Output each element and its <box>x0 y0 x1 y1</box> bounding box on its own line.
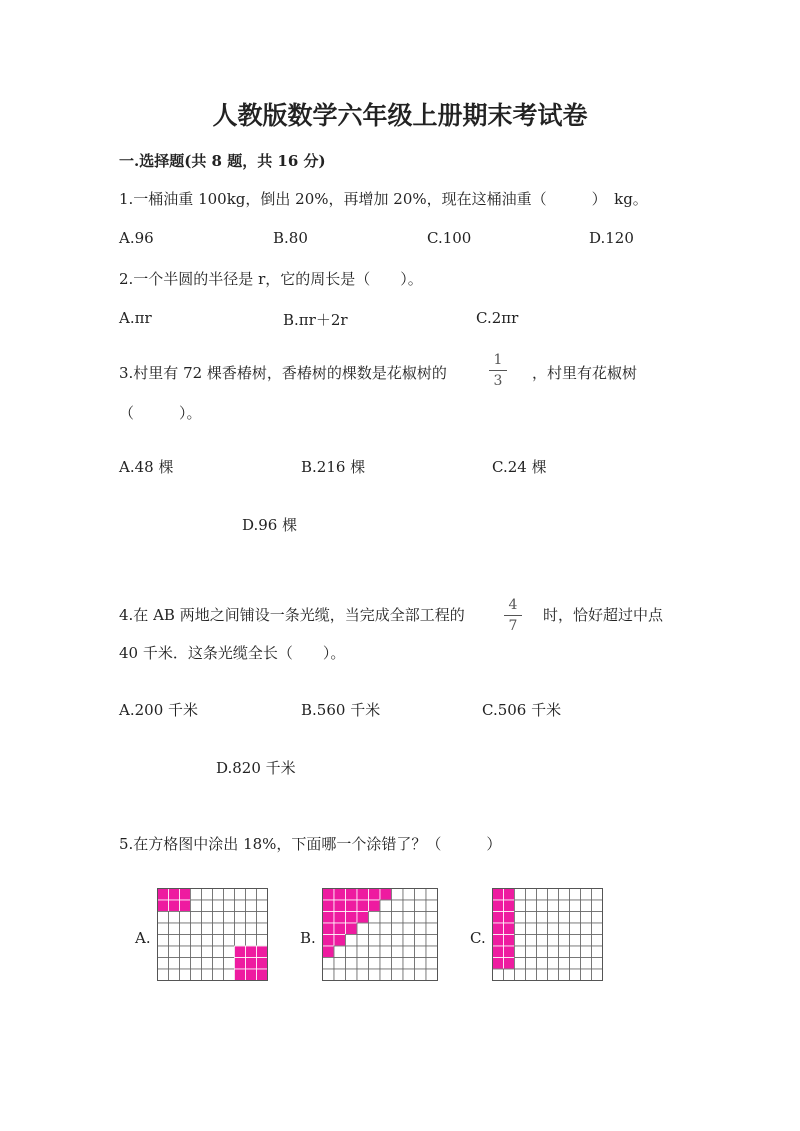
grid-cell <box>515 900 526 912</box>
grid-cell <box>592 969 603 981</box>
grid-label-c: C. <box>470 929 486 947</box>
grid-cell-filled <box>257 946 268 958</box>
grid-cell-filled <box>493 935 504 947</box>
grid-cell-filled <box>334 912 346 924</box>
grid-cell <box>559 958 570 970</box>
grid-cell <box>180 946 191 958</box>
grid-cell <box>537 900 548 912</box>
grid-cell <box>380 969 392 981</box>
grid-cell <box>346 935 358 947</box>
grid-cell <box>380 923 392 935</box>
grid-cell-filled <box>246 958 257 970</box>
grid-cell <box>548 958 559 970</box>
grid-cell <box>369 912 381 924</box>
grid-cell <box>213 900 224 912</box>
grid-cell <box>515 889 526 901</box>
q3-option-a[interactable]: A.48 棵 <box>119 458 174 476</box>
grid-cell <box>158 969 169 981</box>
grid-cell <box>392 946 404 958</box>
grid-cell <box>526 912 537 924</box>
grid-cell <box>257 889 268 901</box>
grid-cell <box>581 923 592 935</box>
grid-cell <box>334 958 346 970</box>
section-heading: 一.选择题(共 8 题，共 16 分) <box>119 152 326 170</box>
grid-cell <box>548 923 559 935</box>
grid-cell <box>158 958 169 970</box>
question-3-text-after: ，村里有花椒树 <box>532 364 638 382</box>
grid-cell <box>235 889 246 901</box>
grid-cell <box>403 935 415 947</box>
q4-option-d[interactable]: D.820 千米 <box>216 759 296 777</box>
grid-cell <box>224 912 235 924</box>
question-2: 2.一个半圆的半径是 r，它的周长是（ ）。 <box>119 270 423 288</box>
fraction-bar <box>504 615 522 616</box>
grid-cell-filled <box>257 969 268 981</box>
grid-cell <box>369 935 381 947</box>
grid-cell <box>415 912 427 924</box>
grid-cell <box>537 889 548 901</box>
grid-cell <box>581 935 592 947</box>
grid-cell <box>180 923 191 935</box>
page-title: 人教版数学六年级上册期末考试卷 <box>212 101 588 130</box>
grid-cell <box>570 935 581 947</box>
grid-cell <box>415 946 427 958</box>
q4-fraction-numerator: 4 <box>508 597 518 613</box>
grid-cell-filled <box>323 912 335 924</box>
grid-cell <box>392 969 404 981</box>
grid-cell <box>158 912 169 924</box>
grid-cell <box>380 958 392 970</box>
grid-cell <box>191 912 202 924</box>
question-5: 5.在方格图中涂出 18%，下面哪一个涂错了？（ ） <box>119 835 502 853</box>
grid-cell <box>570 889 581 901</box>
grid-cell <box>426 923 438 935</box>
grid-cell <box>169 912 180 924</box>
grid-cell <box>346 958 358 970</box>
grid-cell <box>191 946 202 958</box>
grid-cell <box>180 912 191 924</box>
grid-cell <box>235 935 246 947</box>
grid-cell <box>169 923 180 935</box>
grid-cell <box>323 958 335 970</box>
grid-cell <box>346 969 358 981</box>
grid-label-b: B. <box>300 929 316 947</box>
grid-cell <box>235 912 246 924</box>
grid-cell <box>504 969 515 981</box>
grid-cell <box>515 923 526 935</box>
question-4-line2: 40 千米．这条光缆全长（ ）。 <box>119 644 346 662</box>
grid-cell <box>548 935 559 947</box>
grid-cell <box>369 969 381 981</box>
grid-cell <box>169 969 180 981</box>
q3-option-d[interactable]: D.96 棵 <box>242 516 298 534</box>
grid-cell-filled <box>493 900 504 912</box>
grid-cell <box>548 969 559 981</box>
grid-cell <box>213 935 224 947</box>
grid-cell-filled <box>180 889 191 901</box>
fraction-bar <box>489 370 507 371</box>
grid-cell <box>213 969 224 981</box>
grid-cell <box>346 946 358 958</box>
grid-cell <box>369 958 381 970</box>
grid-cell <box>559 900 570 912</box>
grid-cell <box>202 946 213 958</box>
grid-cell <box>403 958 415 970</box>
grid-cell <box>202 935 213 947</box>
grid-cell <box>426 935 438 947</box>
grid-cell <box>559 969 570 981</box>
q1-option-c[interactable]: C.100 <box>427 229 472 247</box>
grid-cell <box>559 923 570 935</box>
grid-cell <box>202 923 213 935</box>
grid-cell <box>357 946 369 958</box>
grid-cell <box>548 912 559 924</box>
grid-cell <box>548 946 559 958</box>
grid-cell <box>526 923 537 935</box>
grid-cell <box>380 900 392 912</box>
grid-cell <box>515 969 526 981</box>
grid-cell <box>202 900 213 912</box>
grid-cell-filled <box>493 923 504 935</box>
grid-cell <box>392 923 404 935</box>
grid-cell-filled <box>504 958 515 970</box>
grid-cell <box>493 969 504 981</box>
grid-cell-filled <box>180 900 191 912</box>
grid-cell <box>224 969 235 981</box>
grid-cell <box>334 969 346 981</box>
grid-cell <box>415 900 427 912</box>
grid-cell <box>426 946 438 958</box>
grid-cell <box>403 889 415 901</box>
grid-cell <box>191 900 202 912</box>
q2-option-c[interactable]: C.2πr <box>476 309 519 327</box>
grid-cell <box>169 935 180 947</box>
grid-cell <box>357 935 369 947</box>
grid-cell <box>537 912 548 924</box>
grid-cell <box>537 946 548 958</box>
grid-cell <box>592 889 603 901</box>
grid-cell <box>415 969 427 981</box>
grid-cell-filled <box>346 889 358 901</box>
grid-cell <box>415 889 427 901</box>
grid-cell-filled <box>369 889 381 901</box>
grid-b[interactable] <box>322 888 438 982</box>
grid-cell <box>191 969 202 981</box>
q3-fraction-numerator: 1 <box>493 352 503 368</box>
grid-cell-filled <box>158 889 169 901</box>
grid-cell <box>526 900 537 912</box>
grid-cell <box>570 946 581 958</box>
grid-cell-filled <box>323 889 335 901</box>
grid-cell-filled <box>323 946 335 958</box>
grid-cell <box>559 935 570 947</box>
grid-cell <box>515 912 526 924</box>
grid-cell-filled <box>357 900 369 912</box>
grid-cell <box>224 900 235 912</box>
grid-cell <box>537 969 548 981</box>
grid-cell <box>548 900 559 912</box>
grid-cell <box>213 889 224 901</box>
grid-cell-filled <box>334 889 346 901</box>
grid-cell-filled <box>504 912 515 924</box>
grid-cell <box>426 912 438 924</box>
grid-cell <box>403 923 415 935</box>
q4-option-a[interactable]: A.200 千米 <box>119 701 198 719</box>
grid-cell <box>426 969 438 981</box>
q4-fraction <box>503 597 523 634</box>
grid-cell <box>592 946 603 958</box>
grid-cell <box>257 935 268 947</box>
grid-cell-filled <box>334 923 346 935</box>
q3-fraction-denominator: 3 <box>493 373 503 389</box>
grid-cell <box>415 958 427 970</box>
grid-cell <box>592 923 603 935</box>
grid-cell <box>224 935 235 947</box>
grid-a[interactable] <box>157 888 269 982</box>
grid-cell <box>202 958 213 970</box>
grid-cell <box>158 946 169 958</box>
grid-cell <box>213 923 224 935</box>
grid-cell <box>180 969 191 981</box>
grid-cell <box>257 923 268 935</box>
grid-cell-filled <box>323 900 335 912</box>
q1-option-b[interactable]: B.80 <box>273 229 308 247</box>
grid-cell-filled <box>323 923 335 935</box>
grid-cell-filled <box>158 900 169 912</box>
grid-cell <box>369 946 381 958</box>
question-3-text: 3.村里有 72 棵香椿树，香椿树的棵数是花椒树的 <box>119 364 447 382</box>
grid-cell <box>257 912 268 924</box>
grid-label-a: A. <box>135 929 151 947</box>
q1-option-d[interactable]: D.120 <box>589 229 634 247</box>
grid-cell <box>257 900 268 912</box>
grid-cell <box>570 969 581 981</box>
grid-cell-filled <box>235 946 246 958</box>
grid-cell-filled <box>493 958 504 970</box>
grid-cell <box>357 923 369 935</box>
q4-option-c[interactable]: C.506 千米 <box>482 701 562 719</box>
grid-cell <box>246 912 257 924</box>
grid-cell <box>570 923 581 935</box>
grid-cell <box>191 935 202 947</box>
grid-cell-filled <box>504 900 515 912</box>
grid-cell <box>169 958 180 970</box>
grid-cell <box>191 958 202 970</box>
q2-option-b[interactable]: B.πr＋2r <box>283 311 348 329</box>
grid-cell <box>581 889 592 901</box>
grid-cell <box>581 900 592 912</box>
grid-cell <box>392 958 404 970</box>
grid-cell-filled <box>346 900 358 912</box>
grid-cell <box>246 935 257 947</box>
grid-cell <box>403 912 415 924</box>
grid-cell <box>380 912 392 924</box>
grid-cell <box>559 889 570 901</box>
grid-cell <box>581 912 592 924</box>
grid-cell <box>559 946 570 958</box>
q2-option-a[interactable]: A.πr <box>119 309 152 327</box>
grid-cell-filled <box>369 900 381 912</box>
grid-cell-filled <box>169 889 180 901</box>
question-4-text: 4.在 AB 两地之间铺设一条光缆，当完成全部工程的 <box>119 606 465 624</box>
grid-cell <box>169 946 180 958</box>
grid-cell <box>570 900 581 912</box>
grid-cell <box>592 958 603 970</box>
grid-cell <box>323 969 335 981</box>
grid-cell <box>403 946 415 958</box>
grid-cell <box>235 900 246 912</box>
grid-cell-filled <box>323 935 335 947</box>
grid-cell-filled <box>257 958 268 970</box>
grid-cell <box>392 900 404 912</box>
grid-cell <box>515 935 526 947</box>
grid-cell <box>380 946 392 958</box>
grid-cell <box>246 900 257 912</box>
grid-cell <box>246 889 257 901</box>
grid-cell <box>380 935 392 947</box>
grid-cell <box>515 946 526 958</box>
grid-cell <box>180 958 191 970</box>
q1-option-a[interactable]: A.96 <box>119 229 154 247</box>
grid-cell-filled <box>504 935 515 947</box>
q3-option-b[interactable]: B.216 棵 <box>301 458 366 476</box>
grid-cell-filled <box>493 946 504 958</box>
grid-cell-filled <box>380 889 392 901</box>
grid-cell-filled <box>235 969 246 981</box>
q3-fraction <box>488 352 508 389</box>
grid-cell-filled <box>346 912 358 924</box>
grid-cell-filled <box>493 889 504 901</box>
q4-option-b[interactable]: B.560 千米 <box>301 701 381 719</box>
grid-cell-filled <box>246 946 257 958</box>
grid-cell <box>224 889 235 901</box>
grid-cell <box>403 900 415 912</box>
grid-cell <box>515 958 526 970</box>
grid-cell-filled <box>334 900 346 912</box>
grid-cell <box>537 958 548 970</box>
grid-cell <box>426 958 438 970</box>
grid-cell <box>392 912 404 924</box>
grid-cell <box>426 900 438 912</box>
grid-cell-filled <box>346 923 358 935</box>
q4-fraction-denominator: 7 <box>508 618 518 634</box>
grid-cell <box>158 923 169 935</box>
grid-cell <box>592 912 603 924</box>
grid-cell <box>202 969 213 981</box>
grid-cell <box>526 935 537 947</box>
grid-cell <box>426 889 438 901</box>
grid-cell <box>570 912 581 924</box>
grid-cell-filled <box>357 889 369 901</box>
grid-cell <box>180 935 191 947</box>
grid-cell <box>537 923 548 935</box>
question-3-line2: （ ）。 <box>119 404 202 422</box>
grid-cell-filled <box>504 889 515 901</box>
grid-cell <box>213 946 224 958</box>
grid-cell <box>392 935 404 947</box>
grid-cell-filled <box>504 946 515 958</box>
grid-cell <box>415 935 427 947</box>
grid-cell <box>202 912 213 924</box>
grid-cell <box>246 923 257 935</box>
question-1: 1.一桶油重 100kg，倒出 20%，再增加 20%，现在这桶油重（ ） kg。 <box>119 190 648 208</box>
grid-cell <box>581 946 592 958</box>
grid-cell <box>526 958 537 970</box>
question-4-text-after: 时，恰好超过中点 <box>543 606 664 624</box>
grid-cell <box>202 889 213 901</box>
grid-cell-filled <box>493 912 504 924</box>
grid-cell <box>357 958 369 970</box>
grid-cell <box>526 946 537 958</box>
grid-cell <box>526 969 537 981</box>
grid-cell <box>213 912 224 924</box>
grid-cell <box>548 889 559 901</box>
grid-cell <box>526 889 537 901</box>
grid-cell <box>570 958 581 970</box>
grid-c[interactable] <box>492 888 604 982</box>
grid-cell <box>213 958 224 970</box>
grid-cell <box>537 935 548 947</box>
grid-cell-filled <box>334 935 346 947</box>
grid-cell <box>191 923 202 935</box>
grid-cell <box>592 935 603 947</box>
grid-cell-filled <box>504 923 515 935</box>
q3-option-c[interactable]: C.24 棵 <box>492 458 547 476</box>
grid-cell <box>581 958 592 970</box>
grid-cell-filled <box>357 912 369 924</box>
grid-cell <box>592 900 603 912</box>
grid-cell <box>392 889 404 901</box>
grid-cell <box>224 958 235 970</box>
grid-cell <box>191 889 202 901</box>
grid-cell <box>357 969 369 981</box>
grid-cell <box>559 912 570 924</box>
grid-cell <box>403 969 415 981</box>
grid-cell <box>224 923 235 935</box>
grid-cell-filled <box>235 958 246 970</box>
grid-cell <box>224 946 235 958</box>
grid-cell <box>581 969 592 981</box>
grid-cell <box>158 935 169 947</box>
grid-cell-filled <box>169 900 180 912</box>
grid-cell <box>235 923 246 935</box>
grid-cell <box>415 923 427 935</box>
grid-cell-filled <box>246 969 257 981</box>
grid-cell <box>334 946 346 958</box>
grid-cell <box>369 923 381 935</box>
